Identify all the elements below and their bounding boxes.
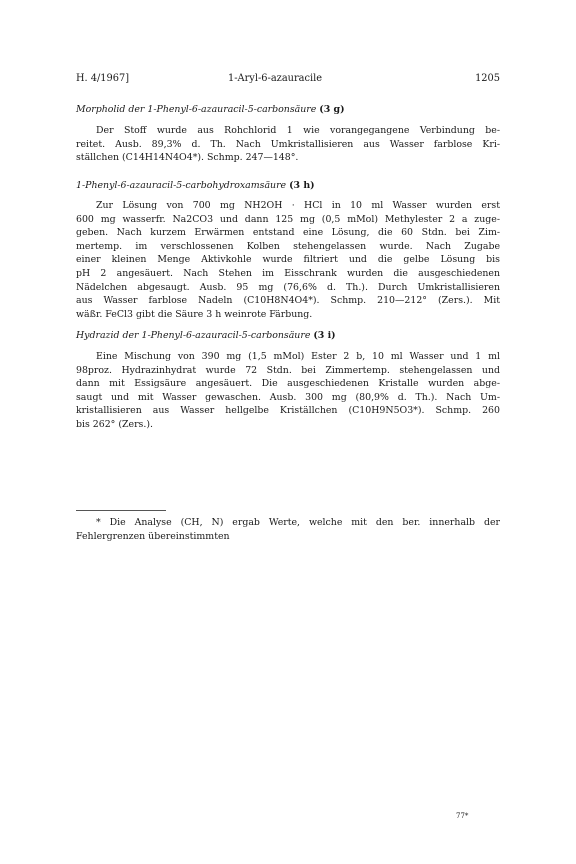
running-title: 1-Aryl-6-azauracile [228, 73, 323, 84]
section-heading-3g: Morpholid der 1-Phenyl-6-azauracil-5-carbonsäure (3 g) [76, 104, 345, 115]
text-line: dann mit Essigsäure angesäuert. Die ausgeschiedenen Kristalle wurden abge- [76, 378, 500, 390]
section-heading-3i: Hydrazid der 1-Phenyl-6-azauracil-5-carbonsäure (3 i) [76, 330, 336, 341]
text-line: aus Wasser farblose Nadeln (C10H8N4O4*). Schmp. 210—212° (Zers.). Mit [76, 295, 500, 307]
journal-issue: H. 4/1967] [76, 73, 130, 84]
text-line: 98proz. Hydrazinhydrat wurde 72 Stdn. bei Zimmertemp. stehengelassen und [76, 364, 500, 376]
section-heading-3h: 1-Phenyl-6-azauracil-5-carbohydroxamsäure (3 h) [76, 180, 315, 191]
text-line: reitet. Ausb. 89,3% d. Th. Nach Umkristallisieren aus Wasser farblose Kri- [76, 138, 500, 150]
text-line: mertemp. im verschlossenen Kolben stehengelassen wurde. Nach Zugabe [76, 240, 500, 252]
text-line: ställchen (C14H14N4O4*). Schmp. 247—148°. [76, 152, 299, 164]
printer-signature-mark: 77* [456, 812, 469, 820]
text-line: bis 262° (Zers.). [76, 418, 153, 430]
paragraph-3i [76, 350, 500, 432]
paragraph-3h [76, 199, 500, 321]
page-number: 1205 [475, 73, 500, 84]
footnote-line: * Die Analyse (CH, N) ergab Werte, welche mit den ber. innerhalb der [96, 517, 500, 528]
text-line: 600 mg wasserfr. Na2CO3 und dann 125 mg (0,5 mMol) Methylester 2 a zuge- [76, 213, 500, 225]
text-line: Nädelchen abgesaugt. Ausb. 95 mg (76,6% d. Th.). Durch Umkristallisieren [76, 281, 500, 293]
text-line: Zur Lösung von 700 mg NH2OH · HCl in 10 ml Wasser wurden erst [96, 200, 500, 211]
text-line: saugt und mit Wasser gewaschen. Ausb. 300 mg (80,9% d. Th.). Nach Um- [76, 391, 500, 403]
text-line: wäßr. FeCl3 gibt die Säure 3 h weinrote Färbung. [76, 308, 313, 320]
text-line: kristallisieren aus Wasser hellgelbe Kriställchen (C10H9N5O3*). Schmp. 260 [76, 405, 500, 417]
footnote [76, 516, 500, 543]
footnote-divider [76, 510, 166, 511]
footnote-line: Fehlergrenzen übereinstimmten [76, 530, 230, 542]
text-line: einer kleinen Menge Aktivkohle wurde filtriert und die gelbe Lösung bis [76, 254, 500, 266]
text-line: Eine Mischung von 390 mg (1,5 mMol) Ester 2 b, 10 ml Wasser und 1 ml [96, 351, 500, 362]
running-header [76, 73, 500, 87]
paragraph-3g [76, 124, 500, 165]
text-line: geben. Nach kurzem Erwärmen entstand eine Lösung, die 60 Stdn. bei Zim- [76, 227, 500, 239]
text-line: Der Stoff wurde aus Rohchlorid 1 wie vorangegangene Verbindung be- [96, 125, 500, 136]
text-line: pH 2 angesäuert. Nach Stehen im Eisschrank wurden die ausgeschiedenen [76, 267, 500, 279]
